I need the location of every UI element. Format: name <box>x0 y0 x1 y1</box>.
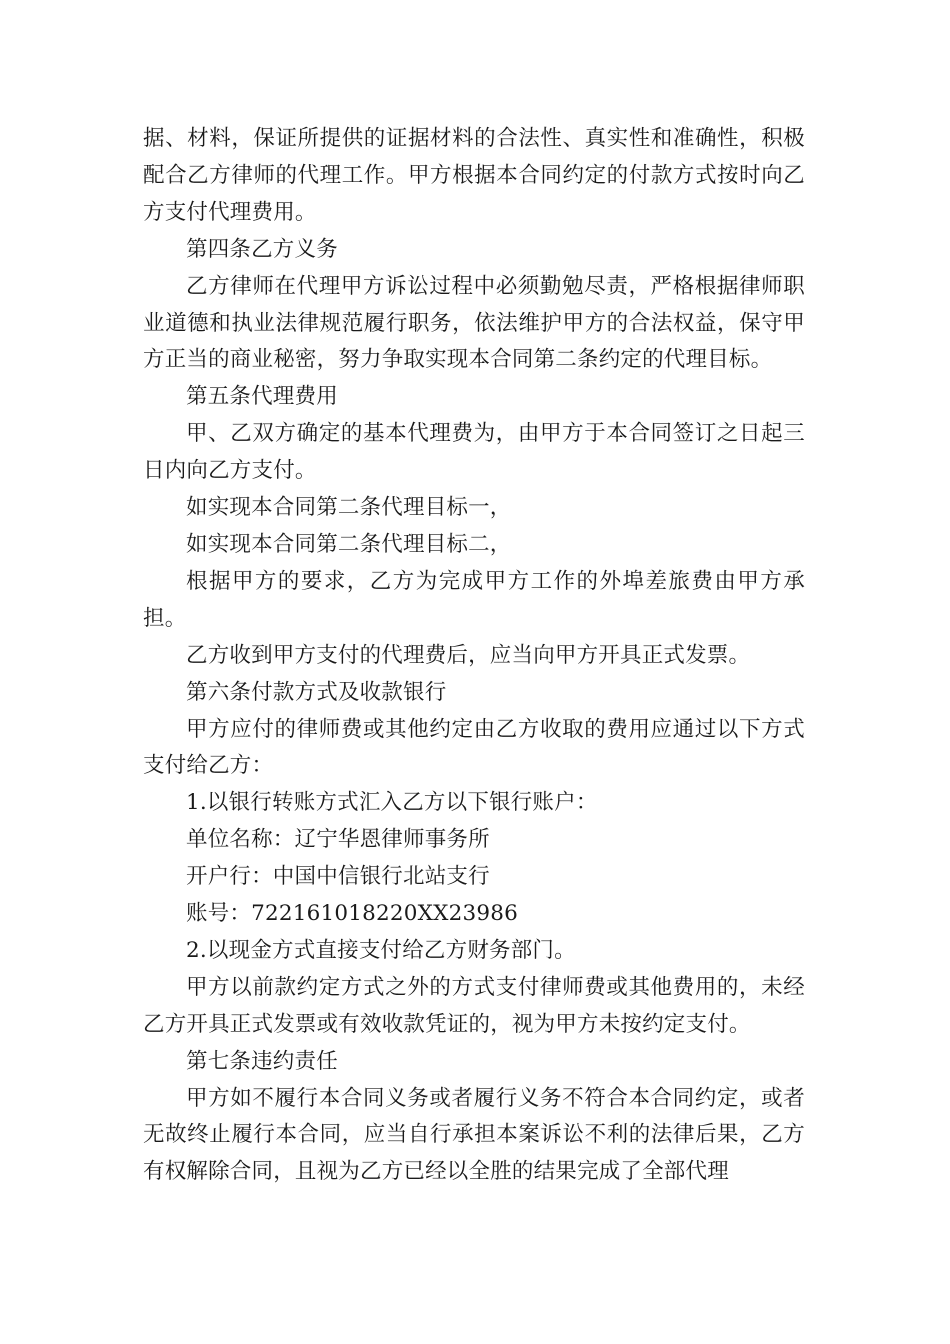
paragraph-other-payment: 甲方以前款约定方式之外的方式支付律师费或其他费用的，未经乙方开具正式发票或有效收款凭证的，视为甲方未按约定支付。 <box>143 974 805 1037</box>
paragraph-bank-branch: 开户行：中国中信银行北站支行 <box>186 864 490 890</box>
paragraph-target-one: 如实现本合同第二条代理目标一， <box>186 495 512 521</box>
document-body <box>143 121 805 1191</box>
list-item-cash-payment: 2.以现金方式直接支付给乙方财务部门。 <box>186 937 576 963</box>
paragraph-invoice: 乙方收到甲方支付的代理费后，应当向甲方开具正式发票。 <box>186 642 751 668</box>
heading-article-6: 第六条付款方式及收款银行 <box>186 679 447 705</box>
paragraph-breach-liability: 甲方如不履行本合同义务或者履行义务不符合本合同约定，或者无故终止履行本合同，应当自行承担本案诉讼不利的法律后果，乙方有权解除合同，且视为乙方已经以全胜的结果完成了全部代理 <box>143 1085 805 1185</box>
heading-article-4: 第四条乙方义务 <box>186 236 338 262</box>
paragraph-account-number: 账号：722161018220XX23986 <box>186 901 519 927</box>
paragraph-travel-expenses: 根据甲方的要求，乙方为完成甲方工作的外埠差旅费由甲方承担。 <box>143 568 805 631</box>
paragraph-target-two: 如实现本合同第二条代理目标二， <box>186 531 512 557</box>
paragraph-obligations-party-a-continued: 据、材料，保证所提供的证据材料的合法性、真实性和准确性，积极配合乙方律师的代理工作。甲方根据本合同约定的付款方式按时向乙方支付代理费用。 <box>143 126 805 225</box>
paragraph-payment-methods: 甲方应付的律师费或其他约定由乙方收取的费用应通过以下方式支付给乙方： <box>143 716 805 779</box>
paragraph-account-name: 单位名称：辽宁华恩律师事务所 <box>186 827 490 853</box>
heading-article-5: 第五条代理费用 <box>186 384 338 410</box>
paragraph-base-fee: 甲、乙双方确定的基本代理费为，由甲方于本合同签订之日起三日内向乙方支付。 <box>143 421 805 484</box>
heading-article-7: 第七条违约责任 <box>186 1048 338 1074</box>
paragraph-party-b-duties: 乙方律师在代理甲方诉讼过程中必须勤勉尽责，严格根据律师职业道德和执业法律规范履行职务，依法维护甲方的合法权益，保守甲方正当的商业秘密，努力争取实现本合同第二条约定的代理目标。 <box>143 273 805 373</box>
list-item-bank-transfer: 1.以银行转账方式汇入乙方以下银行账户： <box>186 790 598 816</box>
